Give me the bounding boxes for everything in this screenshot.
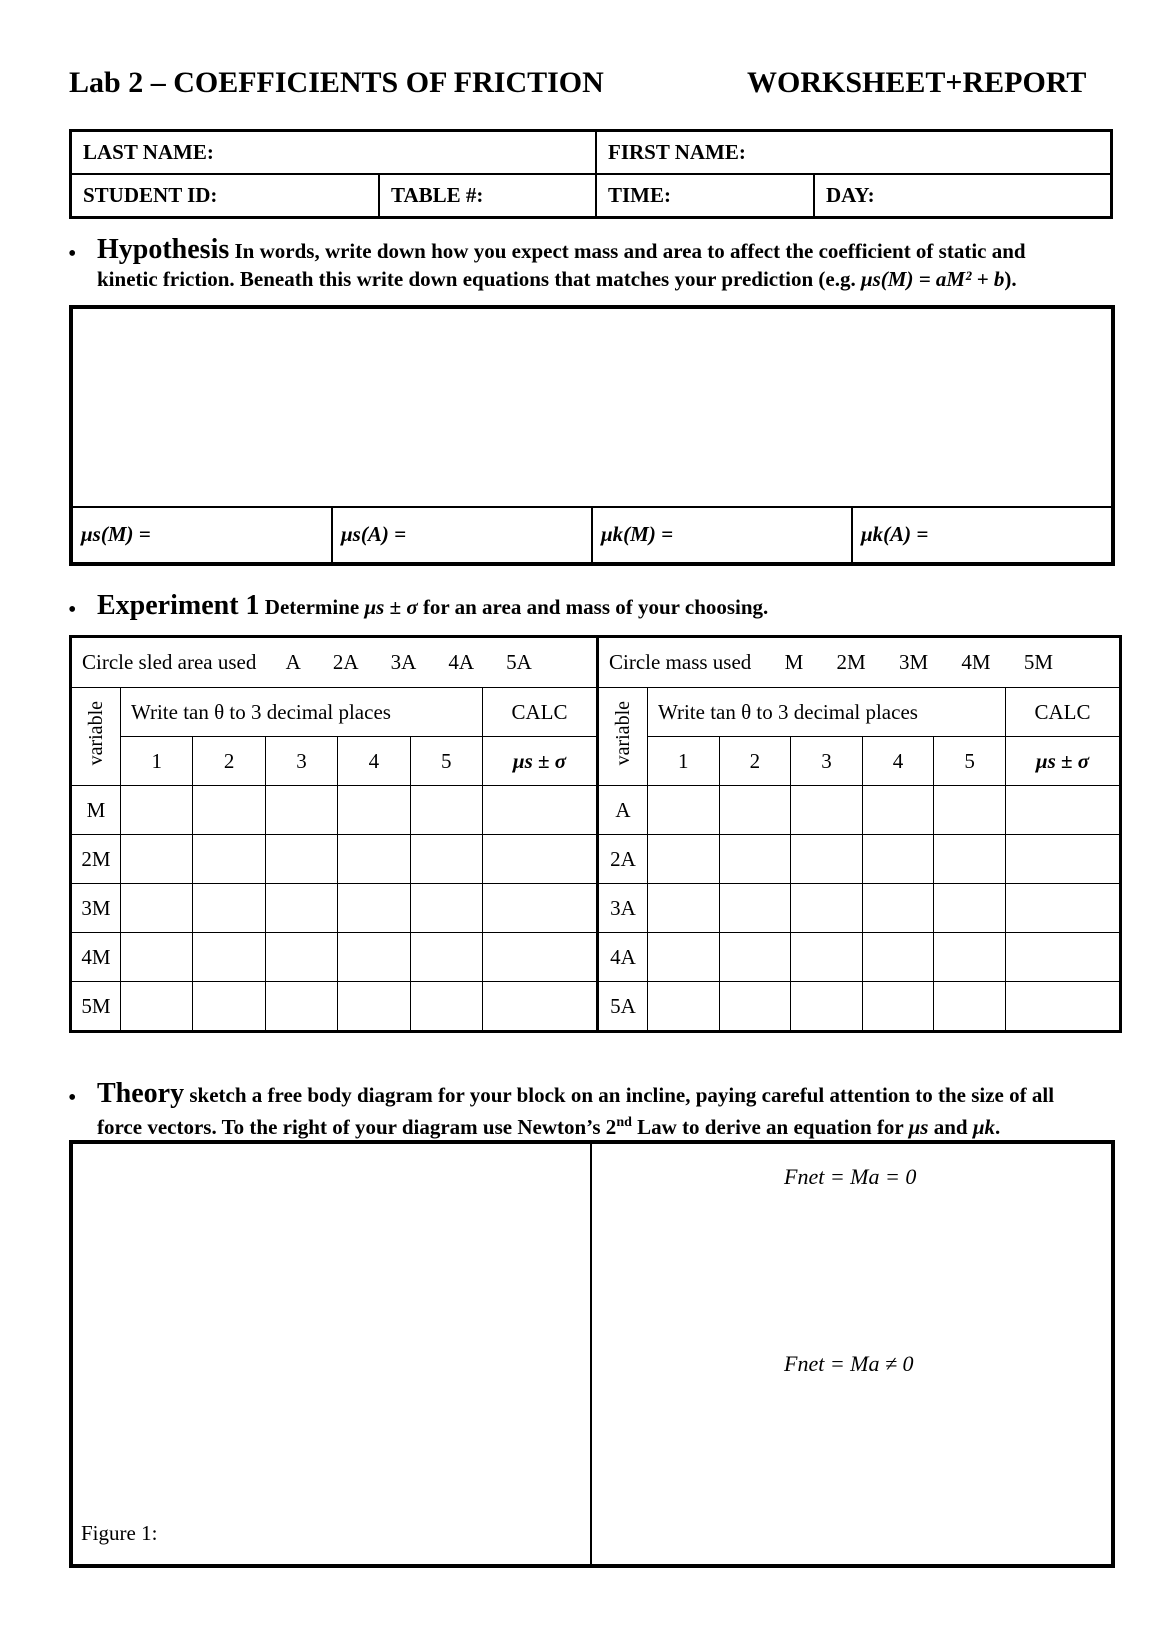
row-label: 3M (71, 884, 121, 933)
last-name-field[interactable]: LAST NAME: (71, 131, 597, 175)
row-label: 3A (598, 884, 648, 933)
calc-cell[interactable] (483, 933, 598, 982)
experiment-heading-block (97, 592, 768, 621)
theory-and: and (928, 1115, 973, 1139)
area-option-3a[interactable]: 3A (390, 650, 416, 674)
data-cell[interactable] (193, 835, 265, 884)
data-cell[interactable] (121, 982, 193, 1032)
data-cell[interactable] (719, 982, 791, 1032)
mu-k-area-field[interactable]: μk(A) = (861, 522, 929, 546)
student-info-table (69, 129, 1113, 219)
equation-nonequilibrium: Fnet = Ma ≠ 0 (784, 1351, 914, 1376)
mass-data-table (596, 635, 1122, 1033)
experiment-bullet: • (68, 597, 77, 623)
experiment-heading: Experiment 1 (97, 590, 260, 621)
calc-cell[interactable] (483, 835, 598, 884)
day-field[interactable]: DAY: (814, 174, 1112, 218)
first-name-field[interactable]: FIRST NAME: (596, 131, 1112, 175)
table-row (71, 933, 598, 982)
hypothesis-heading-block (97, 236, 1026, 293)
calc-expr-header: μs ± σ (1006, 737, 1121, 786)
data-cell[interactable] (338, 933, 410, 982)
data-cell[interactable] (648, 786, 720, 835)
example-equation: μs(M) = aM² + b (860, 267, 1005, 291)
mu-s-mass-field[interactable]: μs(M) = (73, 508, 333, 562)
data-cell[interactable] (265, 786, 337, 835)
table-row (598, 786, 1121, 835)
data-cell[interactable] (410, 786, 483, 835)
data-cell[interactable] (934, 982, 1006, 1032)
area-circle-row (71, 637, 598, 688)
mu-k-mass-field[interactable]: μk(M) = (593, 508, 853, 562)
calc-cell[interactable] (483, 884, 598, 933)
table-row (598, 982, 1121, 1032)
variable-label: variable (84, 701, 107, 766)
theory-text-2: force vectors. To the right of your diagram use Newton’s 2 (97, 1115, 617, 1139)
calc-header: CALC (1006, 688, 1121, 737)
trial-5-header: 5 (934, 737, 1006, 786)
data-cell[interactable] (265, 835, 337, 884)
theory-heading-block (97, 1080, 1054, 1141)
variable-header (598, 688, 648, 786)
table-row (71, 835, 598, 884)
data-cell[interactable] (265, 982, 337, 1032)
calc-cell[interactable] (483, 786, 598, 835)
data-cell[interactable] (410, 835, 483, 884)
area-option-a[interactable]: A (285, 650, 300, 674)
figure-label: Figure 1: (81, 1521, 158, 1545)
table-row (598, 884, 1121, 933)
area-data-table (69, 635, 599, 1033)
ordinal-suffix: nd (616, 1115, 632, 1130)
calc-cell[interactable] (1006, 884, 1121, 933)
data-cell[interactable] (791, 884, 863, 933)
theory-bullet: • (68, 1085, 77, 1111)
trial-1-header: 1 (648, 737, 720, 786)
data-cell[interactable] (862, 786, 934, 835)
data-cell[interactable] (719, 933, 791, 982)
table-row (598, 933, 1121, 982)
row-label: 2M (71, 835, 121, 884)
experiment-mu-expr: μs ± σ (364, 595, 418, 619)
data-cell[interactable] (862, 982, 934, 1032)
data-cell[interactable] (648, 982, 720, 1032)
variable-header (71, 688, 121, 786)
instruction-header: Write tan θ to 3 decimal places (648, 688, 1006, 737)
row-label: A (598, 786, 648, 835)
time-field[interactable]: TIME: (596, 174, 814, 218)
theory-text-2b: Law to derive an equation for (631, 1115, 909, 1139)
data-cell[interactable] (410, 982, 483, 1032)
data-cell[interactable] (648, 884, 720, 933)
data-cell[interactable] (193, 786, 265, 835)
data-cell[interactable] (338, 835, 410, 884)
experiment-text-end: for an area and mass of your choosing. (417, 595, 769, 619)
trial-2-header: 2 (193, 737, 265, 786)
data-cell[interactable] (265, 884, 337, 933)
row-label: 4M (71, 933, 121, 982)
data-cell[interactable] (410, 933, 483, 982)
area-option-5a[interactable]: 5A (506, 650, 532, 674)
data-cell[interactable] (719, 835, 791, 884)
data-cell[interactable] (862, 884, 934, 933)
data-cell[interactable] (121, 933, 193, 982)
table-row (71, 884, 598, 933)
data-cell[interactable] (193, 982, 265, 1032)
row-label: 2A (598, 835, 648, 884)
trial-4-header: 4 (862, 737, 934, 786)
data-cell[interactable] (121, 884, 193, 933)
mass-option-4m[interactable]: 4M (961, 650, 991, 674)
trial-1-header: 1 (121, 737, 193, 786)
data-cell[interactable] (265, 933, 337, 982)
mass-option-5m[interactable]: 5M (1023, 650, 1053, 674)
calc-cell[interactable] (1006, 835, 1121, 884)
data-cell[interactable] (791, 835, 863, 884)
area-option-4a[interactable]: 4A (448, 650, 473, 674)
theory-divider (590, 1144, 592, 1564)
data-cell[interactable] (719, 786, 791, 835)
page-title: Lab 2 – COEFFICIENTS OF FRICTION (69, 66, 604, 99)
data-cell[interactable] (934, 835, 1006, 884)
trial-4-header: 4 (338, 737, 410, 786)
mass-option-3m[interactable]: 3M (898, 650, 929, 674)
data-cell[interactable] (934, 884, 1006, 933)
hypothesis-text-2-end: ). (1004, 267, 1017, 291)
theory-text-1: sketch a free body diagram for your block on an incline, paying careful attention to the size of all (189, 1083, 1055, 1107)
data-cell[interactable] (791, 982, 863, 1032)
row-label: 5M (71, 982, 121, 1032)
calc-cell[interactable] (1006, 786, 1121, 835)
row-label: 5A (598, 982, 648, 1032)
hypothesis-text-1: In words, write down how you expect mass and area to affect the coefficient of static and (234, 239, 1026, 263)
mu-s-symbol: μs (908, 1115, 929, 1139)
data-cell[interactable] (648, 835, 720, 884)
hypothesis-heading: Hypothesis (97, 234, 230, 265)
trial-5-header: 5 (410, 737, 483, 786)
data-cell[interactable] (193, 884, 265, 933)
row-label: M (71, 786, 121, 835)
table-row (598, 835, 1121, 884)
trial-2-header: 2 (719, 737, 791, 786)
mass-option-m[interactable]: M (784, 650, 804, 674)
hypothesis-bullet: • (68, 241, 77, 267)
table-row (71, 786, 598, 835)
data-cell[interactable] (121, 786, 193, 835)
hypothesis-text-2: kinetic friction. Beneath this write down equations that matches your prediction (e.g. (97, 267, 861, 291)
data-cell[interactable] (338, 884, 410, 933)
data-cell[interactable] (934, 933, 1006, 982)
mu-s-area-field[interactable]: μs(A) = (333, 508, 593, 562)
data-cell[interactable] (648, 933, 720, 982)
calc-cell[interactable] (1006, 982, 1121, 1032)
worksheet-label: WORKSHEET+REPORT (747, 66, 1087, 99)
mu-k-symbol: μk (972, 1115, 995, 1139)
equation-equilibrium: Fnet = Ma = 0 (784, 1164, 917, 1189)
data-cell[interactable] (862, 835, 934, 884)
mass-circle-row (598, 637, 1121, 688)
table-number-field[interactable]: TABLE #: (379, 174, 596, 218)
calc-header: CALC (483, 688, 598, 737)
variable-label: variable (611, 701, 634, 766)
experiment-text: Determine (264, 595, 365, 619)
data-cell[interactable] (410, 884, 483, 933)
instruction-header: Write tan θ to 3 decimal places (121, 688, 483, 737)
hypothesis-equation-row (73, 506, 1111, 562)
table-row (71, 982, 598, 1032)
hypothesis-answer-box[interactable] (69, 305, 1115, 566)
area-option-2a[interactable]: 2A (332, 650, 358, 674)
free-body-diagram-area[interactable] (73, 1144, 586, 1564)
theory-period: . (995, 1115, 1001, 1139)
theory-heading: Theory (97, 1078, 185, 1109)
data-cell[interactable] (862, 933, 934, 982)
area-circle-label: Circle sled area used (82, 650, 257, 674)
data-cell[interactable] (719, 884, 791, 933)
trial-3-header: 3 (265, 737, 337, 786)
data-cell[interactable] (338, 786, 410, 835)
calc-cell[interactable] (1006, 933, 1121, 982)
calc-expr-header: μs ± σ (483, 737, 598, 786)
data-cell[interactable] (934, 786, 1006, 835)
data-cell[interactable] (338, 982, 410, 1032)
mass-option-2m[interactable]: 2M (836, 650, 866, 674)
theory-answer-box (69, 1140, 1115, 1568)
data-cell[interactable] (791, 786, 863, 835)
row-label: 4A (598, 933, 648, 982)
data-cell[interactable] (193, 933, 265, 982)
data-cell[interactable] (121, 835, 193, 884)
mass-circle-label: Circle mass used (609, 650, 752, 674)
calc-cell[interactable] (483, 982, 598, 1032)
student-id-field[interactable]: STUDENT ID: (71, 174, 380, 218)
data-cell[interactable] (791, 933, 863, 982)
trial-3-header: 3 (791, 737, 863, 786)
